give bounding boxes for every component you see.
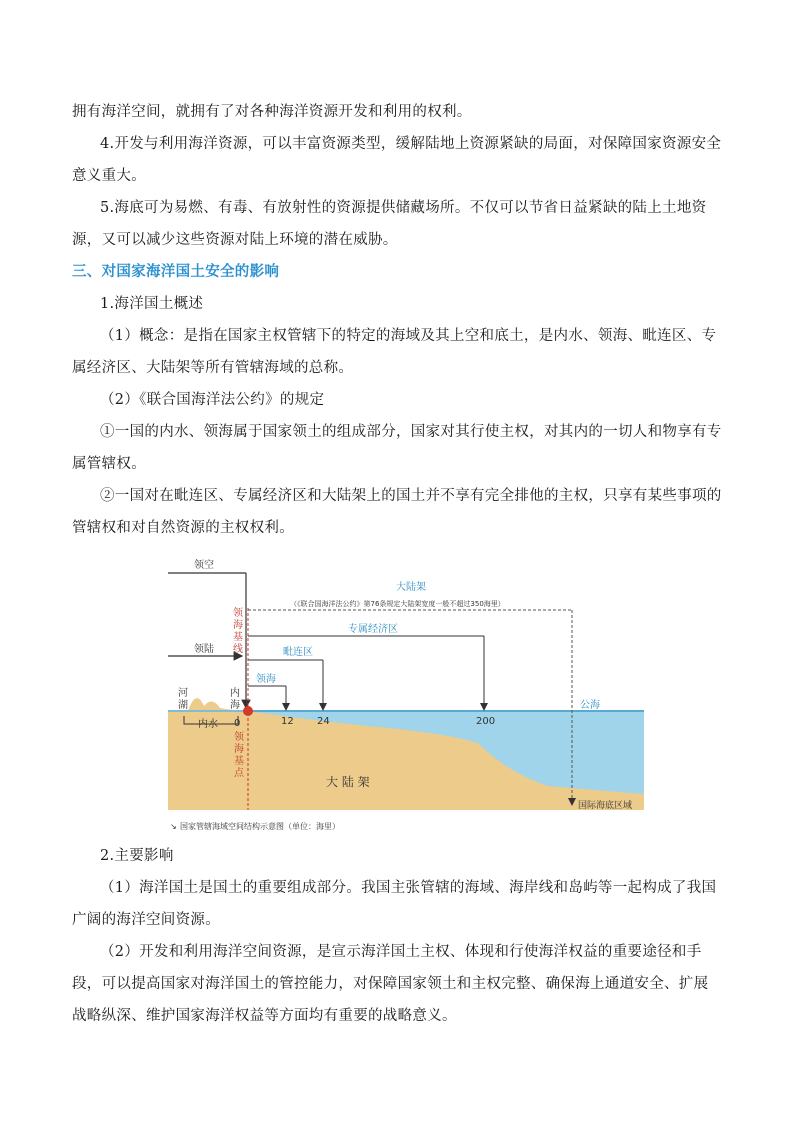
paragraph-point-5: 5.海底可为易燃、有毒、有放射性的资源提供储藏场所。不仅可以节省日益紧缺的陆上土地资源，又可以减少这些资源对陆上环境的潜在威胁。	[72, 200, 707, 248]
baseline-char-1: 领	[233, 608, 243, 619]
base-point-marker	[243, 706, 253, 716]
basepoint-char-1: 领	[234, 732, 244, 743]
section-heading-3: 三、对国家海洋国土安全的影响	[72, 264, 280, 280]
paragraph-point-4: 4.开发与利用海洋资源，可以丰富资源类型，缓解陆地上资源紧缺的局面，对保障国家资源安全意义重大。	[72, 136, 722, 184]
contiguous-zone-label: 毗连区	[283, 647, 313, 658]
basepoint-char-4: 点	[234, 768, 244, 779]
eez-label: 专属经济区	[348, 624, 398, 635]
paragraph-rule-1: ①一国的内水、领海属于国家领土的组成部分，国家对其行使主权，对其内的一切人和物享有专属管辖权。	[72, 424, 722, 472]
paragraph-unclos-title: （2）《联合国海洋法公约》的规定	[100, 392, 325, 408]
paragraph-impact-2: （2）开发和利用海洋空间资源，是宣示海洋国土主权、体现和行使海洋权益的重要途径和手段，可以提高国家对海洋国土的管控能力，对保障国家领土和主权完整、确保海上通道安全、扩展战略纵深、维护国家海洋权益等方面均有重要的战略意义。	[72, 944, 709, 1024]
paragraph-concept: （1）概念：是指在国家主权管辖下的特定的海域及其上空和底土，是内水、领海、毗连区、专属经济区、大陆架等所有管辖海域的总称。	[72, 328, 717, 376]
internal-waters-label: 内水	[198, 719, 218, 730]
river-lake-char-1: 河	[178, 688, 188, 699]
baseline-char-3: 基	[233, 632, 243, 643]
inland-sea-char-1: 内	[230, 688, 240, 699]
territorial-sea-label: 领海	[256, 674, 276, 685]
airspace-label: 领空	[194, 560, 214, 571]
paragraph-ocean-space-rights: 拥有海洋空间，就拥有了对各种海洋资源开发和利用的权利。	[72, 104, 472, 120]
inland-sea-char-2: 海	[230, 700, 240, 711]
figure-caption: 国家管辖海域空间结构示意图（单位：海里）	[180, 822, 340, 831]
seabed-area-label: 国际海底区域	[578, 801, 633, 811]
baseline-char-2: 海	[233, 620, 243, 631]
paragraph-rule-2: ②一国对在毗连区、专属经济区和大陆架上的国土并不享有完全排他的主权，只享有某些事项的管辖权和对自然资源的主权权利。	[72, 488, 722, 536]
subheading-ocean-territory-overview: 1.海洋国土概述	[100, 296, 204, 312]
subheading-main-impacts: 2.主要影响	[100, 848, 174, 864]
maritime-zones-diagram	[148, 548, 644, 838]
basepoint-char-2: 海	[234, 744, 244, 755]
figure-caption-arrow: ↘	[170, 822, 177, 831]
baseline-char-4: 线	[233, 644, 243, 655]
basepoint-char-3: 基	[234, 756, 244, 767]
river-lake-char-2: 湖	[178, 700, 188, 711]
tick-label-24: 24	[317, 716, 330, 727]
tick-label-0: 0	[234, 718, 241, 729]
paragraph-impact-1: （1）海洋国土是国土的重要组成部分。我国主张管辖的海域、海岸线和岛屿等一起构成了我国广阔的海洋空间资源。	[72, 880, 717, 928]
tick-label-12: 12	[281, 716, 294, 727]
land-territory-label: 领陆	[194, 644, 214, 655]
unclos-note: （《联合国海洋法公约》第76条规定大陆架宽度一般不超过350海里）	[290, 600, 505, 608]
high-seas-label: 公海	[580, 700, 600, 711]
tick-label-200: 200	[476, 716, 496, 727]
continental-shelf-top-label: 大陆架	[396, 582, 426, 593]
continental-shelf-bottom-label: 大 陆 架	[326, 775, 370, 789]
